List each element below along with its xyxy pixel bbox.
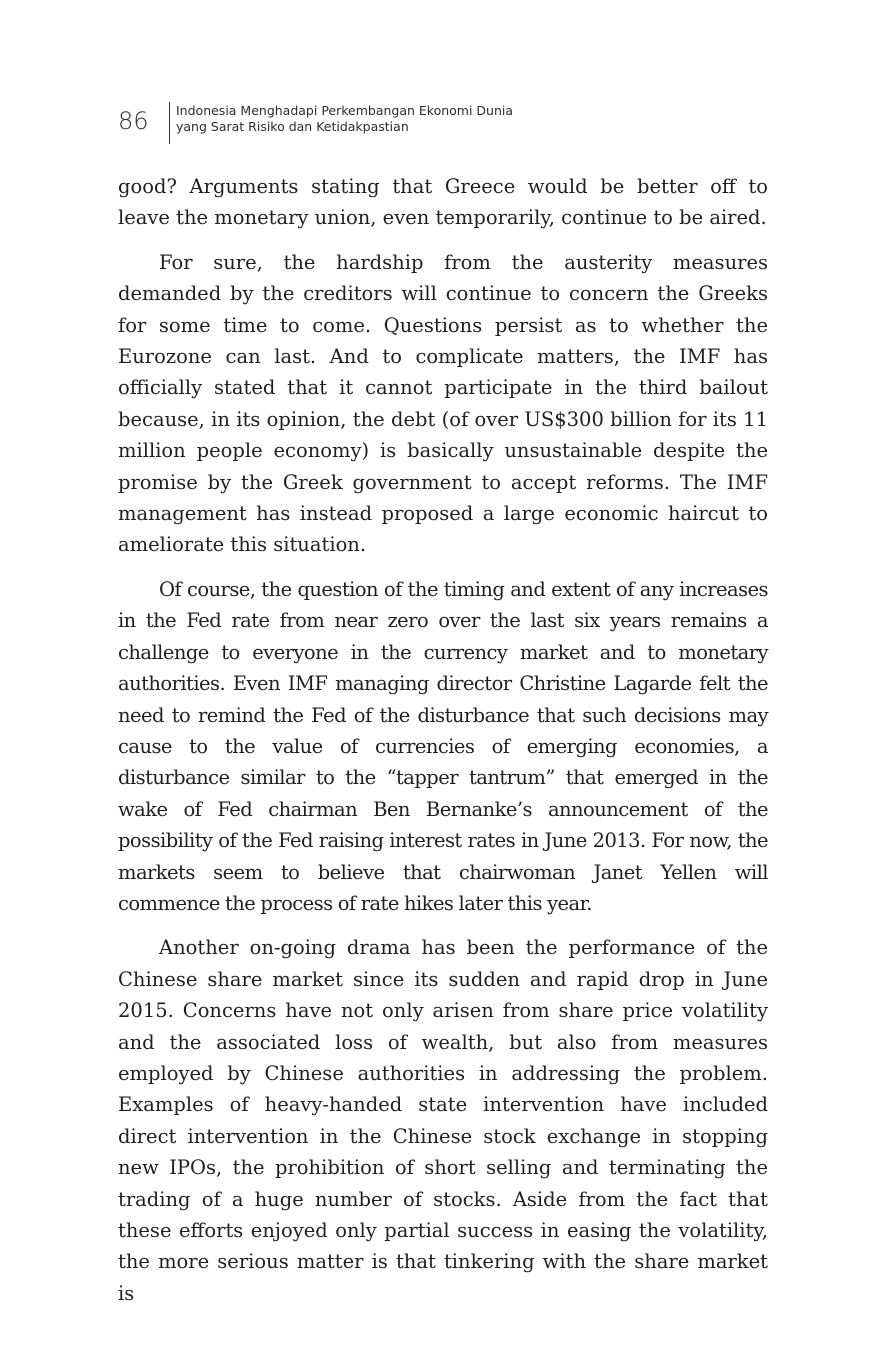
- page-number: 86: [118, 107, 149, 135]
- paragraph-continuation: good? Arguments stating that Greece would be better off to leave the monetary union, even temporarily, continue to be aired.: [118, 175, 768, 230]
- body-text: [118, 171, 768, 1322]
- running-title-line-2: yang Sarat Risiko dan Ketidakpastian: [176, 119, 409, 134]
- header-divider: [169, 102, 170, 144]
- running-title: [176, 103, 596, 135]
- paragraph-fed-rate: Of course, the question of the timing and extent of any increases in the Fed rate from near zero over the last six years remains a challenge to everyone in the currency market and to monetary authorities. Even IMF managing director Christine Lagarde felt the need to remind the Fed of the disturbance that such decisions may cause to the value of currencies of emerging economies, a disturbance similar to the “tapper tantrum” that emerged in the wake of Fed chairman Ben Bernanke’s announcement of the possibility of the Fed raising interest rates in June 2013. For now, the markets seem to believe that chairwoman Janet Yellen will commence the process of rate hikes later this year.: [118, 577, 768, 915]
- paragraph-chinese-market: Another on-going drama has been the performance of the Chinese share market since its sudden and rapid drop in June 2015. Concerns have not only arisen from share price volatility and the associated loss of wealth, but also from measures employed by Chinese authorities in addressing the problem. Examples of heavy-handed state intervention have included direct intervention in the Chinese stock exchange in stopping new IPOs, the prohibition of short selling and terminating the trading of a huge number of stocks. Aside from the fact that these efforts enjoyed only partial success in easing the volatility, the more serious matter is that tinkering with the share market is: [118, 936, 768, 1305]
- paragraph-greek-hardship: For sure, the hardship from the austerity measures demanded by the creditors will continue to concern the Greeks for some time to come. Questions persist as to whether the Eurozone can last. And to complicate matters, the IMF has officially stated that it cannot participate in the third bailout because, in its opinion, the debt (of over US$300 billion for its 11 million people economy) is basically unsustainable despite the promise by the Greek government to accept reforms. The IMF management has instead proposed a large economic haircut to ameliorate this situation.: [118, 250, 768, 557]
- running-title-line-1: Indonesia Menghadapi Perkembangan Ekonomi Dunia: [176, 103, 514, 118]
